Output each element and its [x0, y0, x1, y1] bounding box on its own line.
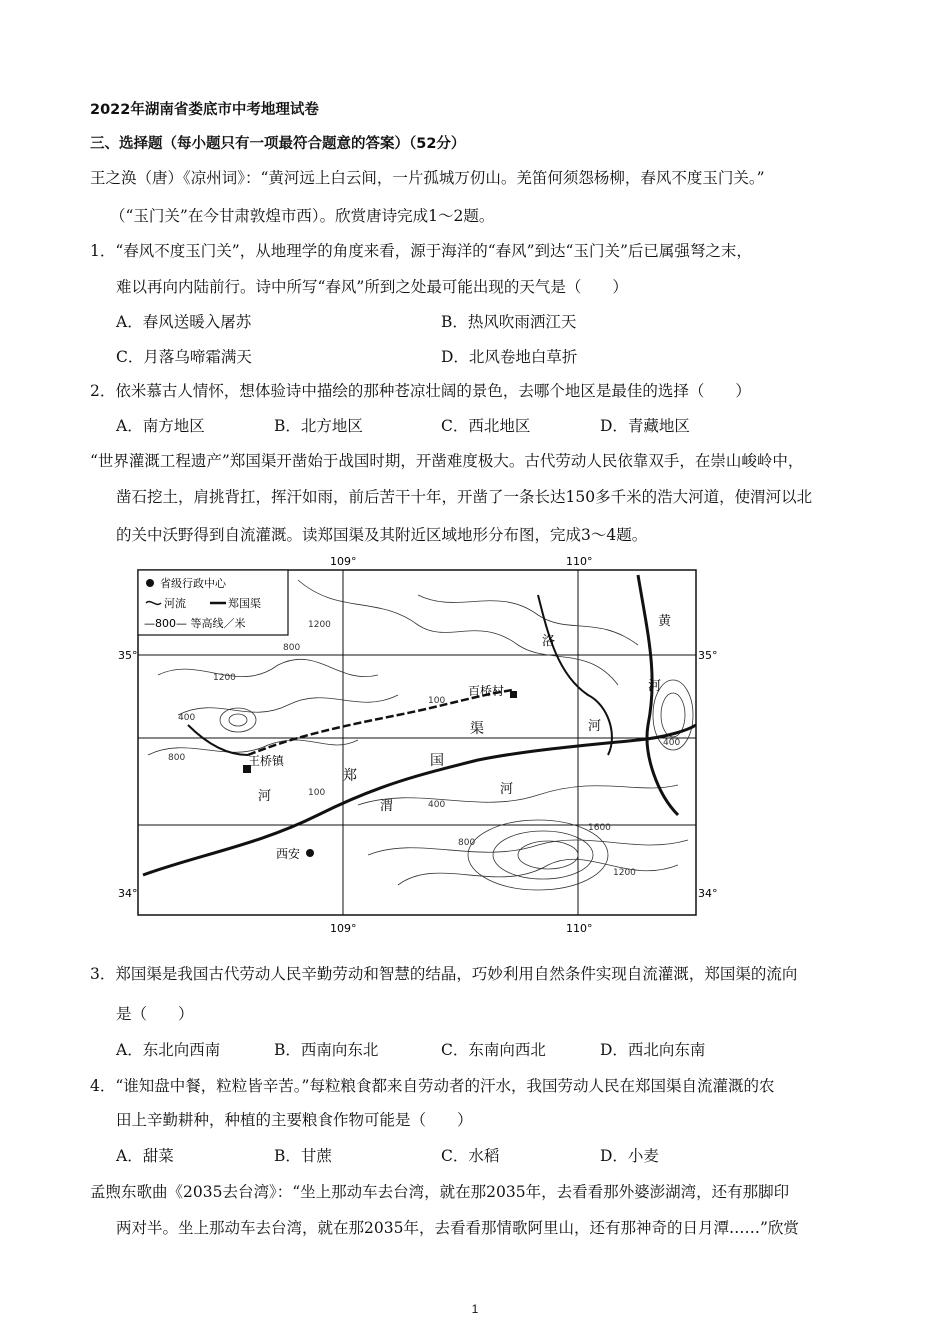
- intro-song-line2: 两对半。坐上那动车去台湾，就在那2035年，去看看那情歌阿里山，还有那神奇的日月潭……”欣赏: [116, 1219, 799, 1237]
- river-char-2: 渭: [380, 799, 394, 814]
- question-3-line2: 是（ ）: [116, 1005, 194, 1023]
- svg-text:1200: 1200: [213, 673, 236, 683]
- q4-option-d: D．小麦: [600, 1147, 659, 1165]
- q1-option-c: C．月落乌啼霜满天: [116, 348, 252, 366]
- q1-option-b: B．热风吹雨洒江天: [441, 313, 577, 331]
- legend-canal: 郑国渠: [228, 597, 261, 610]
- river-char-1: 河: [258, 789, 272, 804]
- svg-text:400: 400: [663, 738, 681, 748]
- intro-song-line1: 孟煦东歌曲《2035去台湾》：“坐上那动车去台湾，就在那2035年，去看看那外婆澎湖湾，还有那脚印: [90, 1183, 790, 1201]
- intro-canal-line3: 的关中沃野得到自流灌溉。读郑国渠及其附近区域地形分布图，完成3～4题。: [116, 526, 648, 544]
- place-baiqiao: 百桥村: [468, 684, 505, 698]
- place-xian: 西安: [276, 847, 301, 861]
- canal-char-1: 郑: [343, 768, 357, 784]
- lat-label-35-left: 35°: [118, 649, 138, 662]
- q3-option-b: B．西南向东北: [274, 1041, 379, 1059]
- question-1-line1: 1．“春风不度玉门关”，从地理学的角度来看，源于海洋的“春风”到达“玉门关”后已属强弩之末，: [90, 242, 752, 260]
- svg-text:800: 800: [458, 838, 476, 848]
- svg-text:100: 100: [308, 788, 326, 798]
- lat-label-34-right: 34°: [698, 887, 718, 900]
- place-wangqiao: 王桥镇: [248, 754, 285, 768]
- q3-option-a: A．东北向西南: [116, 1041, 221, 1059]
- svg-text:100: 100: [428, 696, 446, 706]
- question-4-line1: 4．“谁知盘中餐，粒粒皆辛苦。”每粒粮食都来自劳动者的汗水，我国劳动人民在郑国渠自流灌溉的农: [90, 1077, 775, 1095]
- question-2-line1: 2．依米慕古人情怀，想体验诗中描绘的那种苍凉壮阔的景色，去哪个地区是最佳的选择（ ）: [90, 382, 751, 400]
- q4-option-c: C．水稻: [441, 1147, 500, 1165]
- svg-text:1200: 1200: [613, 868, 636, 878]
- lat-label-35-right: 35°: [698, 649, 718, 662]
- q2-option-d: D．青藏地区: [600, 417, 690, 435]
- canal-char-3: 渠: [470, 721, 484, 737]
- lon-label-109-bottom: 109°: [330, 922, 357, 935]
- legend-contour: —800— 等高线／米: [144, 617, 246, 630]
- question-4-line2: 田上辛勤耕种，种植的主要粮食作物可能是（ ）: [116, 1111, 473, 1129]
- svg-text:400: 400: [428, 800, 446, 810]
- q3-option-d: D．西北向东南: [600, 1041, 706, 1059]
- intro-poem-line2: （“玉门关”在今甘肃敦煌市西）。欣赏唐诗完成1～2题。: [110, 207, 495, 225]
- lon-label-110-top: 110°: [566, 555, 593, 568]
- terrain-map: [118, 555, 720, 940]
- river-char-6: 黄: [658, 614, 672, 629]
- q3-option-c: C．东南向西北: [441, 1041, 546, 1059]
- map-legend: [138, 570, 288, 635]
- question-1-line2: 难以再向内陆前行。诗中所写“春风”所到之处最可能出现的天气是（ ）: [116, 278, 628, 296]
- exam-title: 2022年湖南省娄底市中考地理试卷: [90, 102, 319, 118]
- section-heading: 三、选择题（每小题只有一项最符合题意的答案）（52分）: [90, 136, 466, 152]
- lat-label-34-left: 34°: [118, 887, 138, 900]
- intro-poem-line1: 王之涣（唐）《凉州词》：“黄河远上白云间，一片孤城万仞山。羌笛何须怨杨柳，春风不度玉门关。”: [90, 169, 765, 187]
- question-3-line1: 3．郑国渠是我国古代劳动人民辛勤劳动和智慧的结晶，巧妙利用自然条件实现自流灌溉，郑国渠的流向: [90, 965, 798, 983]
- svg-text:800: 800: [283, 643, 301, 653]
- intro-canal-line2: 凿石挖土，肩挑背扛，挥汗如雨，前后苦干十年，开凿了一条长达150多千米的浩大河道，使渭河以北: [116, 488, 813, 506]
- lon-label-110-bottom: 110°: [566, 922, 593, 935]
- river-char-3: 河: [500, 782, 514, 797]
- q1-option-a: A．春风送暖入屠苏: [116, 313, 252, 331]
- svg-text:800: 800: [168, 753, 186, 763]
- svg-text:1600: 1600: [588, 823, 611, 833]
- river-char-5: 河: [588, 719, 602, 734]
- canal-char-2: 国: [430, 753, 444, 769]
- q2-option-c: C．西北地区: [441, 417, 531, 435]
- q4-option-a: A．甜菜: [116, 1147, 174, 1165]
- legend-river: 河流: [164, 597, 186, 610]
- page-number: 1: [471, 1302, 479, 1316]
- river-char-7: 河: [648, 679, 662, 694]
- svg-text:400: 400: [178, 713, 196, 723]
- legend-capital: 省级行政中心: [160, 577, 226, 590]
- intro-canal-line1: “世界灌溉工程遗产”郑国渠开凿始于战国时期，开凿难度极大。古代劳动人民依靠双手，在崇山峻岭中，: [90, 452, 804, 470]
- q2-option-a: A．南方地区: [116, 417, 205, 435]
- q1-option-d: D．北风卷地白草折: [441, 348, 578, 366]
- q4-option-b: B．甘蔗: [274, 1147, 332, 1165]
- lon-label-109-top: 109°: [330, 555, 357, 568]
- river-char-4: 洛: [542, 634, 556, 649]
- svg-text:1200: 1200: [308, 620, 331, 630]
- q2-option-b: B．北方地区: [274, 417, 363, 435]
